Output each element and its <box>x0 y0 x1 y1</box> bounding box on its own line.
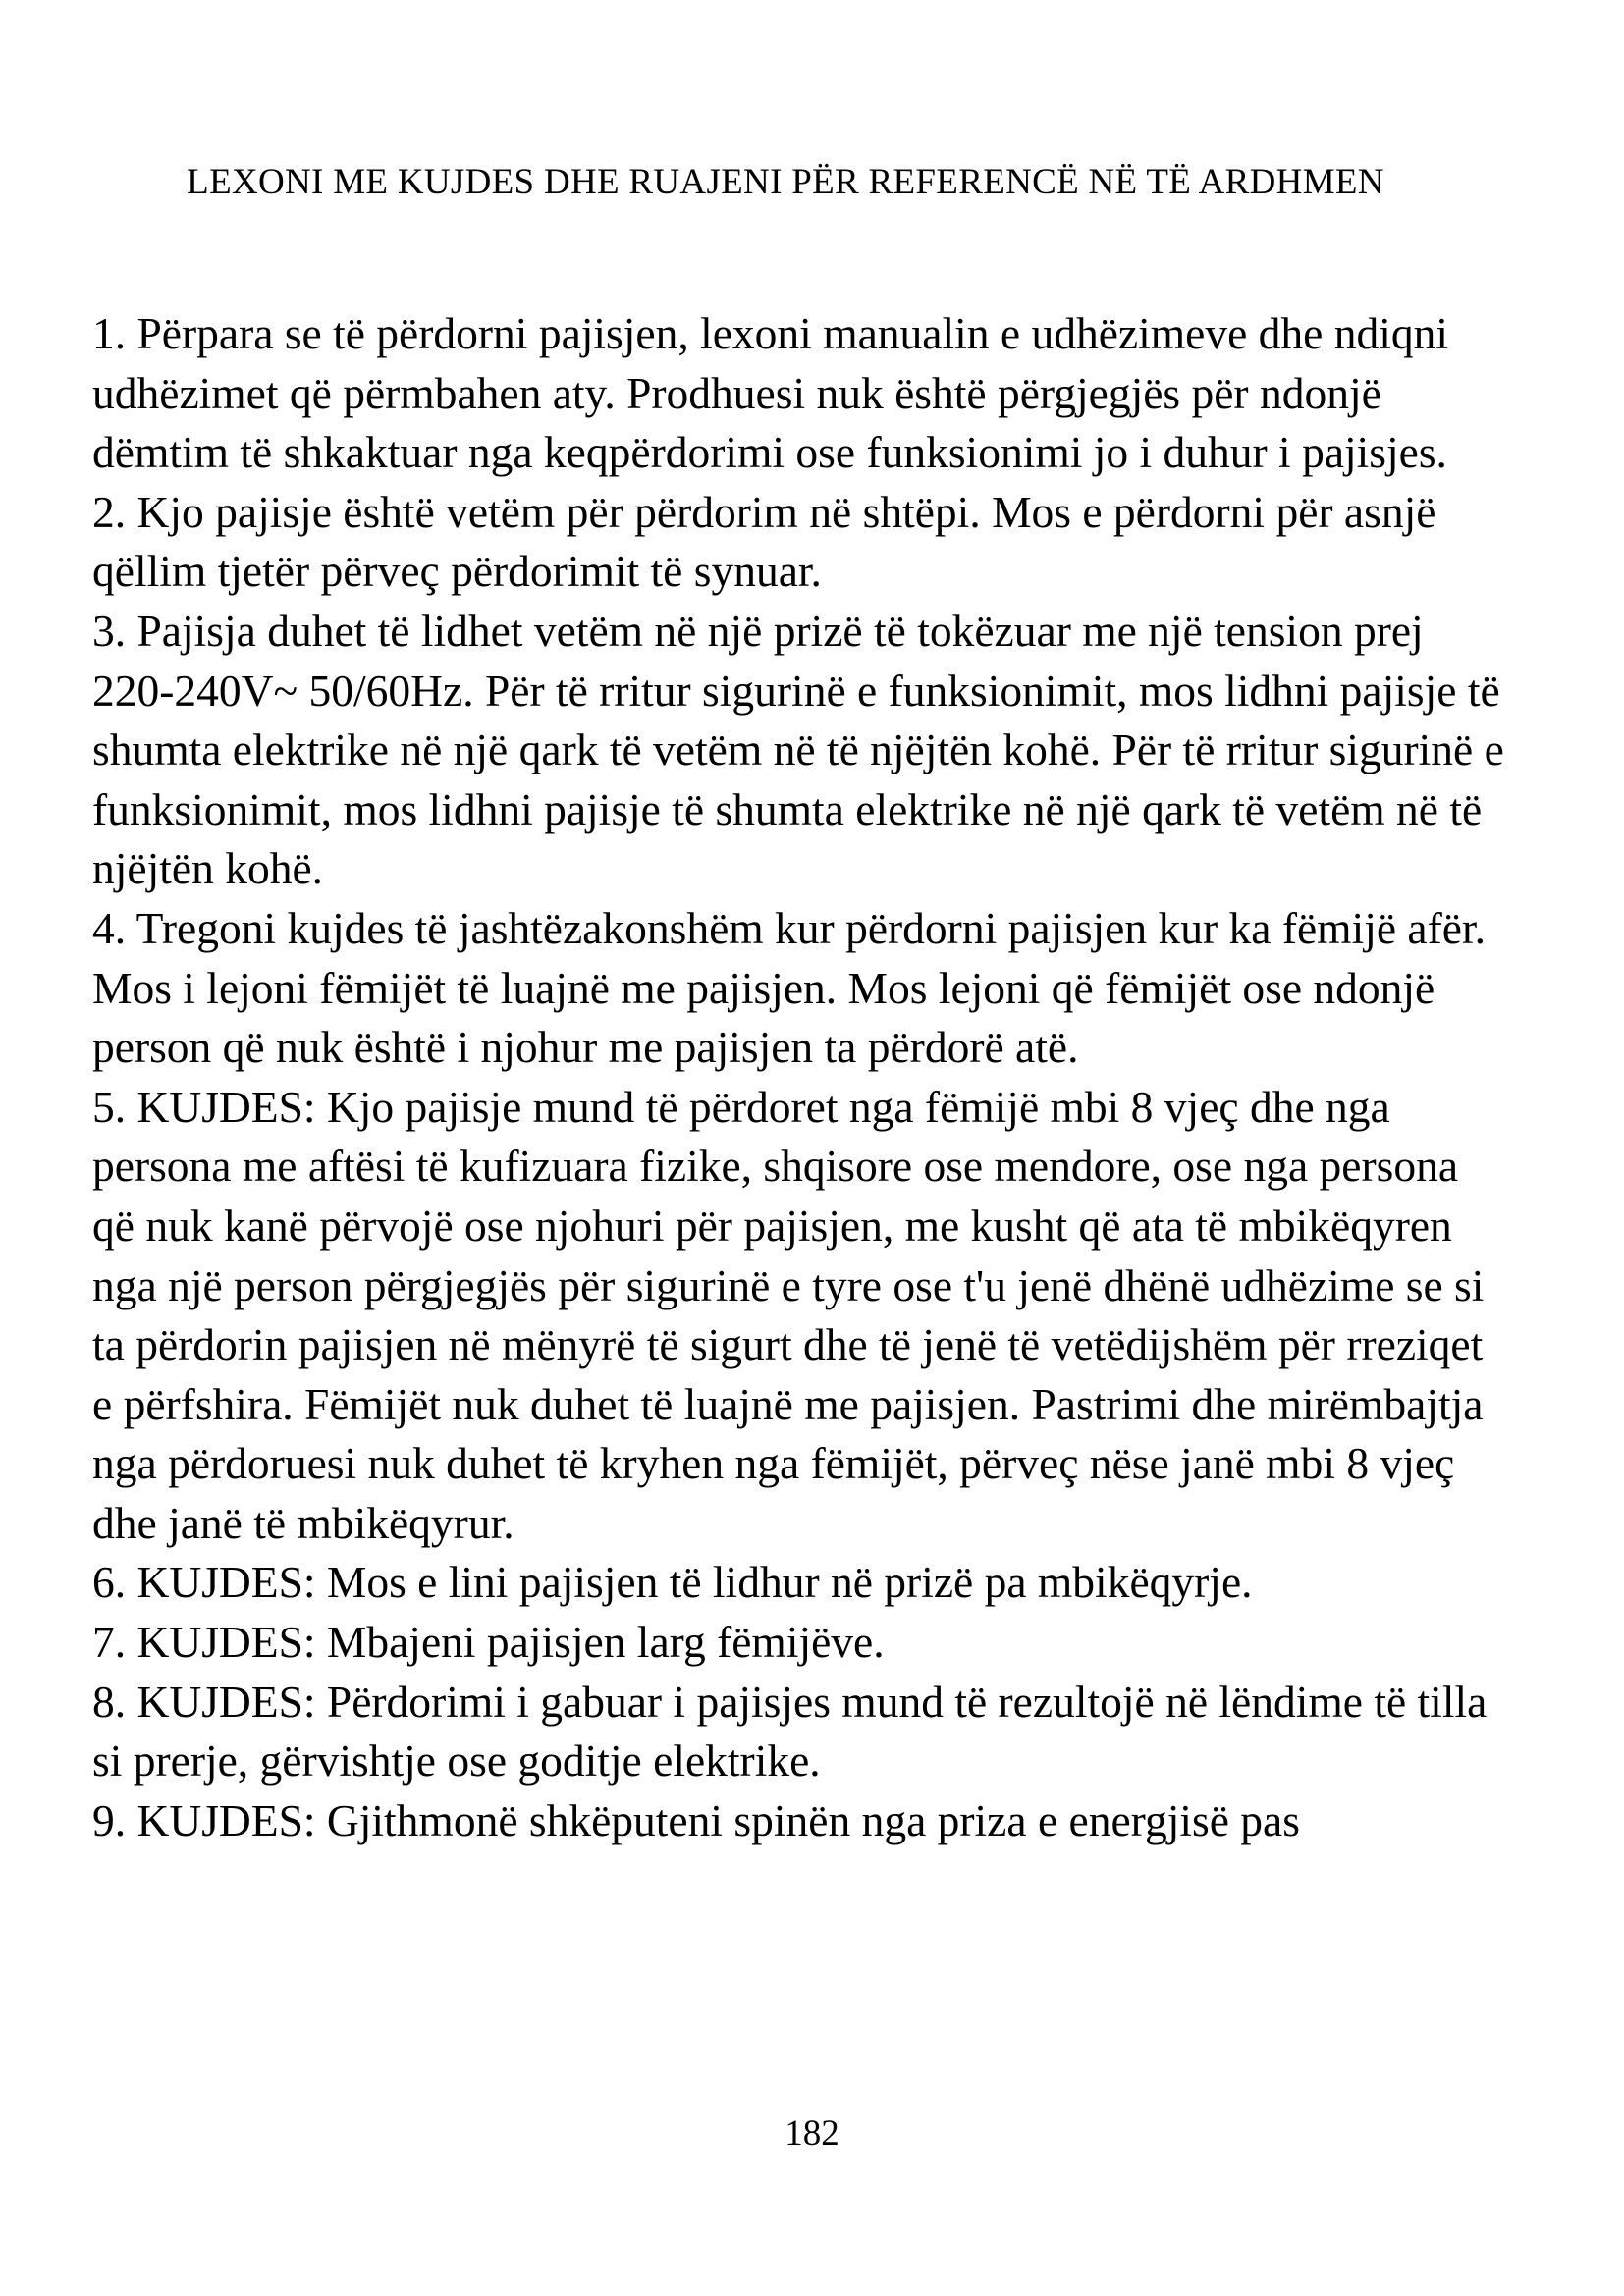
instruction-item-7: 7. KUJDES: Mbajeni pajisjen larg fëmijëve. <box>92 1617 885 1668</box>
instruction-item-3: 3. Pajisja duhet të lidhet vetëm në një prizë të tokëzuar me një tension prej 220-240V~ 50/60Hz. Për të rritur sigurinë e funksionimit, mos lidhni pajisje të shumta elektrike në një qark të vetëm në të njëjtën kohë. Për të rritur sigurinë e funksionimit, mos lidhni pajisje të shumta elektrike në një qark të vetëm në të njëjtën kohë. <box>92 605 1504 894</box>
instruction-item-9: 9. KUJDES: Gjithmonë shkëputeni spinën nga priza e energjisë pas <box>92 1794 1300 1845</box>
instruction-item-5: 5. KUJDES: Kjo pajisje mund të përdoret nga fëmijë mbi 8 vjeç dhe nga persona me aftësi të kufizuara fizike, shqisore ose mendore, ose nga persona që nuk kanë përvojë ose njohuri për pajisjen, me kusht që ata të mbikëqyren nga një person përgjegjës për sigurinë e tyre ose t'u jenë dhënë udhëzime se si ta përdorin pajisjen në mënyrë të sigurt dhe të jenë të vetëdijshëm për rreziqet e përfshira. Fëmijët nuk duhet të luajnë me pajisjen. Pastrimi dhe mirëmbajtja nga përdoruesi nuk duhet të kryhen nga fëmijët, përveç nëse janë mbi 8 vjeç dhe janë të mbikëqyrur. <box>92 1081 1485 1548</box>
instruction-item-4: 4. Tregoni kujdes të jashtëzakonshëm kur përdorni pajisjen kur ka fëmijë afër. Mos i lejoni fëmijët të luajnë me pajisjen. Mos lejoni që fëmijët ose ndonjë person që nuk është i njohur me pajisjen ta përdorë atë. <box>92 902 1486 1073</box>
instruction-item-2: 2. Kjo pajisje është vetëm për përdorim në shtëpi. Mos e përdorni për asnjë qëllim tjetër përveç përdorimit të synuar. <box>92 486 1436 597</box>
instruction-item-8: 8. KUJDES: Përdorimi i gabuar i pajisjes mund të rezultojë në lëndime të tilla si prerje, gërvishtje ose goditje elektrike. <box>92 1676 1488 1787</box>
instruction-item-6: 6. KUJDES: Mos e lini pajisjen të lidhur në prizë pa mbikëqyrje. <box>92 1557 1253 1608</box>
instruction-list <box>92 304 1506 1850</box>
document-heading: LEXONI ME KUJDES DHE RUAJENI PËR REFERENCË NË TË ARDHMEN <box>187 162 1384 202</box>
instruction-item-1: 1. Përpara se të përdorni pajisjen, lexoni manualin e udhëzimeve dhe ndiqni udhëzimet që përmbahen aty. Prodhuesi nuk është përgjegjës për ndonjë dëmtim të shkaktuar nga keqpërdorimi ose funksionimi jo i duhur i pajisjes. <box>92 308 1448 478</box>
page-number: 182 <box>785 2113 839 2154</box>
